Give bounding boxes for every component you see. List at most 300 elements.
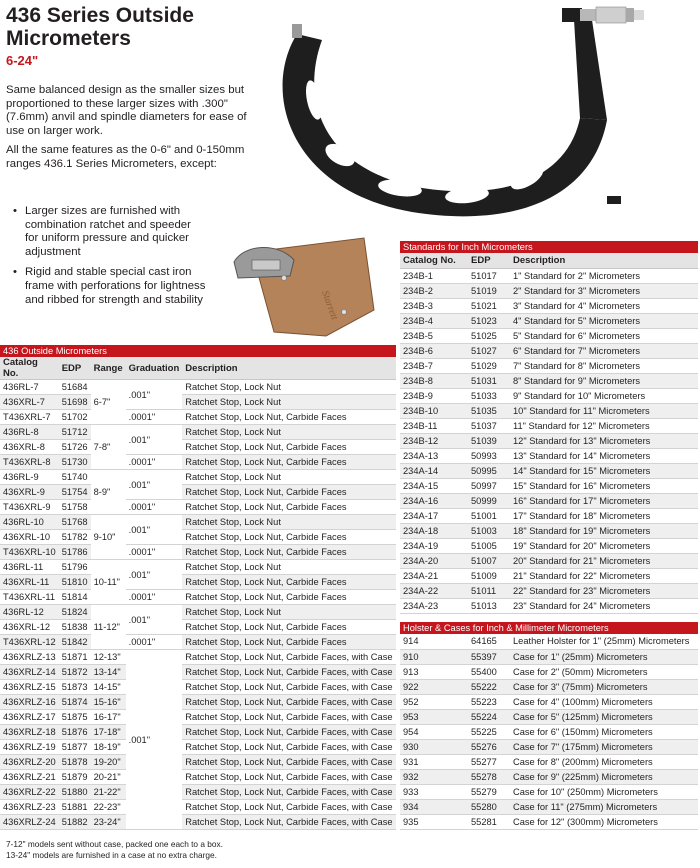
table-cell: 234B-9 xyxy=(400,388,468,403)
feature-list xyxy=(6,205,206,314)
table-heading: 436 Outside Micrometers xyxy=(0,345,396,357)
table-row xyxy=(0,530,396,545)
table-cell: 953 xyxy=(400,709,468,724)
table-cell: 11" Standard for 12" Micrometers xyxy=(510,418,698,433)
table-cell: 14" Standard for 15" Micrometers xyxy=(510,463,698,478)
table-row xyxy=(0,650,396,665)
table-cell: 51878 xyxy=(59,755,91,770)
table-row xyxy=(400,814,698,829)
table-cell: 436XRLZ-13 xyxy=(0,650,59,665)
outside-micrometers-table xyxy=(0,345,396,830)
table-cell: 55276 xyxy=(468,739,510,754)
table-row xyxy=(400,649,698,664)
table-cell: Case for 2" (50mm) Micrometers xyxy=(510,664,698,679)
table-cell: 922 xyxy=(400,679,468,694)
table-cell: 23" Standard for 24" Micrometers xyxy=(510,598,698,613)
table-row xyxy=(400,478,698,493)
table-cell: Ratchet Stop, Lock Nut, Carbide Faces, with Case xyxy=(182,695,395,710)
table-cell: 51824 xyxy=(59,605,91,620)
table-cell: 234A-19 xyxy=(400,538,468,553)
table-cell: Ratchet Stop, Lock Nut xyxy=(182,380,395,395)
table-cell: Ratchet Stop, Lock Nut, Carbide Faces xyxy=(182,635,395,650)
table-cell: 51029 xyxy=(468,358,510,373)
table-cell: 51025 xyxy=(468,328,510,343)
table-cell: 51882 xyxy=(59,815,91,830)
table-row xyxy=(0,515,396,530)
table-row xyxy=(400,568,698,583)
table-cell: 436XRLZ-19 xyxy=(0,740,59,755)
table-cell: 234A-15 xyxy=(400,478,468,493)
table-row xyxy=(400,343,698,358)
table-cell: Case for 8" (200mm) Micrometers xyxy=(510,754,698,769)
table-cell: Ratchet Stop, Lock Nut, Carbide Faces, with Case xyxy=(182,815,395,830)
table-cell: T436XRL-12 xyxy=(0,635,59,650)
table-cell: 910 xyxy=(400,649,468,664)
table-cell: Ratchet Stop, Lock Nut, Carbide Faces, with Case xyxy=(182,710,395,725)
table-row xyxy=(400,403,698,418)
table-cell: 50995 xyxy=(468,463,510,478)
table-cell: 51838 xyxy=(59,620,91,635)
table-cell: 436XRLZ-24 xyxy=(0,815,59,830)
table-cell: 6" Standard for 7" Micrometers xyxy=(510,343,698,358)
table-cell: 51754 xyxy=(59,485,91,500)
table-row xyxy=(0,440,396,455)
table-cell: 436XRL-12 xyxy=(0,620,59,635)
table-row xyxy=(0,755,396,770)
table-cell: 436XRL-8 xyxy=(0,440,59,455)
table-cell: 55224 xyxy=(468,709,510,724)
table-cell: 19" Standard for 20" Micrometers xyxy=(510,538,698,553)
table-cell: Ratchet Stop, Lock Nut xyxy=(182,560,395,575)
table-cell: 11-12" xyxy=(91,605,126,650)
table-cell: 234A-14 xyxy=(400,463,468,478)
table-cell: 15-16" xyxy=(91,695,126,710)
table-cell: 436XRL-10 xyxy=(0,530,59,545)
table-cell: 51842 xyxy=(59,635,91,650)
table-cell: 234B-8 xyxy=(400,373,468,388)
table-cell: 930 xyxy=(400,739,468,754)
table-row xyxy=(400,724,698,739)
table-cell: 1" Standard for 2" Micrometers xyxy=(510,268,698,283)
table-row xyxy=(400,328,698,343)
table-cell: 10" Standard for 11" Micrometers xyxy=(510,403,698,418)
table-cell: .0001" xyxy=(126,635,183,650)
table-cell: .0001" xyxy=(126,455,183,470)
table-cell: 436XRL-11 xyxy=(0,575,59,590)
intro-paragraph-2: All the same features as the 0-6" and 0-150mm ranges 436.1 Series Micrometers, except: xyxy=(6,144,245,170)
table-row xyxy=(0,710,396,725)
table-cell: 436RL-10 xyxy=(0,515,59,530)
table-cell: 436XRL-9 xyxy=(0,485,59,500)
table-cell: 50999 xyxy=(468,493,510,508)
table-row xyxy=(0,575,396,590)
table-cell: .0001" xyxy=(126,500,183,515)
table-cell: 18" Standard for 19" Micrometers xyxy=(510,523,698,538)
holster-cases-table xyxy=(400,622,698,830)
table-row xyxy=(400,463,698,478)
table-cell: 2" Standard for 3" Micrometers xyxy=(510,283,698,298)
table-row xyxy=(0,785,396,800)
table-row xyxy=(400,709,698,724)
table-cell: 51698 xyxy=(59,395,91,410)
table-cell: 51877 xyxy=(59,740,91,755)
table-cell: 55279 xyxy=(468,784,510,799)
table-cell: 51876 xyxy=(59,725,91,740)
holster-image xyxy=(214,232,384,342)
table-cell: 51726 xyxy=(59,440,91,455)
table-cell: 17-18" xyxy=(91,725,126,740)
table-cell: 931 xyxy=(400,754,468,769)
page-title: 436 Series Outside Micrometers xyxy=(6,4,194,50)
table-cell: 22-23" xyxy=(91,800,126,815)
column-header: Catalog No. xyxy=(400,253,468,268)
table-cell: T436XRL-10 xyxy=(0,545,59,560)
table-cell: 436RL-9 xyxy=(0,470,59,485)
micrometer-image xyxy=(262,0,700,240)
table-cell: Leather Holster for 1" (25mm) Micrometers xyxy=(510,634,698,649)
table-cell: Ratchet Stop, Lock Nut xyxy=(182,470,395,485)
table-cell: 51871 xyxy=(59,650,91,665)
table-cell: 234B-10 xyxy=(400,403,468,418)
table-cell: 934 xyxy=(400,799,468,814)
column-header: Description xyxy=(510,253,698,268)
table-cell: 51879 xyxy=(59,770,91,785)
table-cell: 436XRL-7 xyxy=(0,395,59,410)
table-row xyxy=(400,754,698,769)
table-row xyxy=(0,620,396,635)
table-row xyxy=(0,680,396,695)
table-cell: Case for 9" (225mm) Micrometers xyxy=(510,769,698,784)
table-row xyxy=(0,695,396,710)
table-cell: Ratchet Stop, Lock Nut, Carbide Faces, with Case xyxy=(182,770,395,785)
table-cell: 20-21" xyxy=(91,770,126,785)
table-cell: .001" xyxy=(126,650,183,830)
table-cell: 51009 xyxy=(468,568,510,583)
table-cell: 51011 xyxy=(468,583,510,598)
table-cell: 21" Standard for 22" Micrometers xyxy=(510,568,698,583)
table-cell: 51796 xyxy=(59,560,91,575)
table-row xyxy=(400,679,698,694)
intro-paragraph-1: Same balanced design as the smaller sizes but proportioned to these larger sizes with .300" (7.6mm) anvil and spindle diameters for ease of use on larger work. xyxy=(6,84,247,137)
table-cell: 51712 xyxy=(59,425,91,440)
table-cell: 16" Standard for 17" Micrometers xyxy=(510,493,698,508)
table-cell: 12-13" xyxy=(91,650,126,665)
table-cell: Ratchet Stop, Lock Nut, Carbide Faces xyxy=(182,455,395,470)
table-row xyxy=(400,523,698,538)
table-cell: Ratchet Stop, Lock Nut, Carbide Faces, with Case xyxy=(182,755,395,770)
table-cell: Case for 4" (100mm) Micrometers xyxy=(510,694,698,709)
table-cell: 234A-20 xyxy=(400,553,468,568)
table-cell: 51768 xyxy=(59,515,91,530)
table-cell: 436XRLZ-20 xyxy=(0,755,59,770)
table-cell: 51684 xyxy=(59,380,91,395)
table-cell: Case for 11" (275mm) Micrometers xyxy=(510,799,698,814)
table-cell: 436XRLZ-16 xyxy=(0,695,59,710)
table-cell: 51033 xyxy=(468,388,510,403)
table-cell: 8" Standard for 9" Micrometers xyxy=(510,373,698,388)
column-header: Catalog No. xyxy=(0,357,59,380)
table-row xyxy=(400,739,698,754)
table-cell: 55397 xyxy=(468,649,510,664)
table-cell: Ratchet Stop, Lock Nut, Carbide Faces xyxy=(182,440,395,455)
table-cell: 234B-4 xyxy=(400,313,468,328)
table-cell: Ratchet Stop, Lock Nut, Carbide Faces xyxy=(182,530,395,545)
table-cell: 9" Standard for 10" Micrometers xyxy=(510,388,698,403)
table-row xyxy=(400,358,698,373)
table-cell: Ratchet Stop, Lock Nut xyxy=(182,515,395,530)
table-row xyxy=(0,470,396,485)
table-cell: 234A-13 xyxy=(400,448,468,463)
page-subtitle: 6-24" xyxy=(6,53,39,68)
holster-brand-text: Starrett xyxy=(319,289,340,322)
table-cell: 55223 xyxy=(468,694,510,709)
table-cell: 952 xyxy=(400,694,468,709)
table-cell: 64165 xyxy=(468,634,510,649)
table-cell: 234A-21 xyxy=(400,568,468,583)
table-cell: 13" Standard for 14" Micrometers xyxy=(510,448,698,463)
table-row xyxy=(400,508,698,523)
table-row xyxy=(0,500,396,515)
table-cell: Ratchet Stop, Lock Nut, Carbide Faces xyxy=(182,485,395,500)
table-cell: 51702 xyxy=(59,410,91,425)
table-cell: T436XRL-7 xyxy=(0,410,59,425)
table-cell: 234B-7 xyxy=(400,358,468,373)
table-cell: 16-17" xyxy=(91,710,126,725)
table-row xyxy=(400,784,698,799)
table-cell: 51031 xyxy=(468,373,510,388)
table-cell: 436XRLZ-18 xyxy=(0,725,59,740)
table-row xyxy=(400,268,698,283)
table-cell: T436XRL-11 xyxy=(0,590,59,605)
table-row xyxy=(0,380,396,395)
table-cell: 3" Standard for 4" Micrometers xyxy=(510,298,698,313)
table-cell: 436XRLZ-22 xyxy=(0,785,59,800)
table-cell: Ratchet Stop, Lock Nut, Carbide Faces, with Case xyxy=(182,665,395,680)
table-cell: 51037 xyxy=(468,418,510,433)
table-cell: T436XRL-9 xyxy=(0,500,59,515)
table-cell: T436XRL-8 xyxy=(0,455,59,470)
table-cell: 234A-22 xyxy=(400,583,468,598)
table-cell: .001" xyxy=(126,470,183,500)
table-cell: 234A-16 xyxy=(400,493,468,508)
table-cell: Ratchet Stop, Lock Nut xyxy=(182,605,395,620)
table-cell: 51007 xyxy=(468,553,510,568)
table-cell: 51874 xyxy=(59,695,91,710)
table-cell: 55277 xyxy=(468,754,510,769)
table-cell: Ratchet Stop, Lock Nut, Carbide Faces xyxy=(182,500,395,515)
table-row xyxy=(400,799,698,814)
table-cell: 234B-5 xyxy=(400,328,468,343)
table-cell: Ratchet Stop, Lock Nut, Carbide Faces, with Case xyxy=(182,680,395,695)
table-cell: 234B-6 xyxy=(400,343,468,358)
table-cell: 51013 xyxy=(468,598,510,613)
table-cell: 234B-1 xyxy=(400,268,468,283)
column-header: Description xyxy=(182,357,395,380)
table-cell: 55281 xyxy=(468,814,510,829)
table-row xyxy=(0,725,396,740)
table-cell: Ratchet Stop, Lock Nut, Carbide Faces, with Case xyxy=(182,725,395,740)
table-cell: .001" xyxy=(126,605,183,635)
table-cell: 50993 xyxy=(468,448,510,463)
standards-table xyxy=(400,241,698,614)
table-cell: 12" Standard for 13" Micrometers xyxy=(510,433,698,448)
table-cell: 55222 xyxy=(468,679,510,694)
table-row xyxy=(0,815,396,830)
table-row xyxy=(400,634,698,649)
table-cell: 436XRLZ-23 xyxy=(0,800,59,815)
table-cell: 51786 xyxy=(59,545,91,560)
table-cell: Case for 10" (250mm) Micrometers xyxy=(510,784,698,799)
table-row xyxy=(0,770,396,785)
table-cell: Ratchet Stop, Lock Nut, Carbide Faces, with Case xyxy=(182,785,395,800)
table-cell: 51814 xyxy=(59,590,91,605)
table-row xyxy=(0,740,396,755)
table-cell: 22" Standard for 23" Micrometers xyxy=(510,583,698,598)
table-cell: 436RL-7 xyxy=(0,380,59,395)
table-cell: Ratchet Stop, Lock Nut, Carbide Faces xyxy=(182,410,395,425)
table-cell: 436XRLZ-14 xyxy=(0,665,59,680)
table-cell: 436XRLZ-17 xyxy=(0,710,59,725)
table-cell: 234B-3 xyxy=(400,298,468,313)
table-cell: 4" Standard for 5" Micrometers xyxy=(510,313,698,328)
table-cell: 55400 xyxy=(468,664,510,679)
table-row xyxy=(400,553,698,568)
table-cell: 6-7" xyxy=(91,380,126,425)
table-cell: 51730 xyxy=(59,455,91,470)
table-cell: 21-22" xyxy=(91,785,126,800)
table-cell: 932 xyxy=(400,769,468,784)
table-row xyxy=(0,635,396,650)
table-cell: Ratchet Stop, Lock Nut, Carbide Faces xyxy=(182,590,395,605)
table-cell: 10-11" xyxy=(91,560,126,605)
table-row xyxy=(0,455,396,470)
table-cell: Ratchet Stop, Lock Nut xyxy=(182,395,395,410)
table-cell: 51021 xyxy=(468,298,510,313)
table-row xyxy=(0,590,396,605)
table-cell: Case for 6" (150mm) Micrometers xyxy=(510,724,698,739)
table-cell: 234B-12 xyxy=(400,433,468,448)
table-row xyxy=(0,485,396,500)
table-cell: Ratchet Stop, Lock Nut, Carbide Faces, with Case xyxy=(182,800,395,815)
table-cell: 436XRLZ-21 xyxy=(0,770,59,785)
table-row xyxy=(400,313,698,328)
table-cell: 15" Standard for 16" Micrometers xyxy=(510,478,698,493)
table-cell: 436XRLZ-15 xyxy=(0,680,59,695)
table-row xyxy=(0,800,396,815)
table-cell: .0001" xyxy=(126,410,183,425)
table-cell: 51881 xyxy=(59,800,91,815)
table-row xyxy=(400,538,698,553)
table-row xyxy=(400,583,698,598)
table-cell: .001" xyxy=(126,425,183,455)
table-cell: 55225 xyxy=(468,724,510,739)
feature-item: • Larger sizes are furnished with combination ratchet and speeder for uniform pressure and quicker adjustment xyxy=(6,205,206,259)
table-cell: 234A-18 xyxy=(400,523,468,538)
table-cell: 234A-17 xyxy=(400,508,468,523)
column-header: EDP xyxy=(468,253,510,268)
table-cell: 51023 xyxy=(468,313,510,328)
table-row xyxy=(400,664,698,679)
table-cell: .001" xyxy=(126,380,183,410)
table-cell: 51001 xyxy=(468,508,510,523)
table-cell: 51017 xyxy=(468,268,510,283)
table-row xyxy=(0,560,396,575)
table-row xyxy=(400,448,698,463)
table-cell: 234B-11 xyxy=(400,418,468,433)
table-heading: Holster & Cases for Inch & Millimeter Micrometers xyxy=(400,622,698,634)
table-cell: 954 xyxy=(400,724,468,739)
table-row xyxy=(400,373,698,388)
table-cell: 51873 xyxy=(59,680,91,695)
table-cell: 51758 xyxy=(59,500,91,515)
table-cell: 234A-23 xyxy=(400,598,468,613)
table-cell: 436RL-12 xyxy=(0,605,59,620)
column-header: Range xyxy=(91,357,126,380)
table-cell: Case for 3" (75mm) Micrometers xyxy=(510,679,698,694)
table-cell: 51740 xyxy=(59,470,91,485)
table-cell: 20" Standard for 21" Micrometers xyxy=(510,553,698,568)
table-cell: 51027 xyxy=(468,343,510,358)
table-cell: 51003 xyxy=(468,523,510,538)
table-cell: 234B-2 xyxy=(400,283,468,298)
table-row xyxy=(0,545,396,560)
table-cell: Ratchet Stop, Lock Nut, Carbide Faces xyxy=(182,545,395,560)
table-cell: Case for 7" (175mm) Micrometers xyxy=(510,739,698,754)
footnote: 7-12" models sent without case, packed one each to a box. xyxy=(6,839,223,849)
table-cell: .001" xyxy=(126,560,183,590)
column-header: EDP xyxy=(59,357,91,380)
feature-item: • Rigid and stable special cast iron frame with perforations for lightness and ribbed for strength and stability xyxy=(6,266,206,307)
table-cell: Ratchet Stop, Lock Nut xyxy=(182,425,395,440)
table-cell: 7" Standard for 8" Micrometers xyxy=(510,358,698,373)
table-cell: 436RL-11 xyxy=(0,560,59,575)
table-row xyxy=(400,598,698,613)
table-row xyxy=(400,694,698,709)
table-cell: .001" xyxy=(126,515,183,545)
table-cell: 935 xyxy=(400,814,468,829)
table-row xyxy=(400,388,698,403)
table-cell: 51782 xyxy=(59,530,91,545)
table-cell: 51875 xyxy=(59,710,91,725)
table-cell: 19-20" xyxy=(91,755,126,770)
table-row xyxy=(0,665,396,680)
table-row xyxy=(400,418,698,433)
table-cell: 436RL-8 xyxy=(0,425,59,440)
table-row xyxy=(400,769,698,784)
table-cell: 17" Standard for 18" Micrometers xyxy=(510,508,698,523)
table-cell: Ratchet Stop, Lock Nut, Carbide Faces, with Case xyxy=(182,740,395,755)
table-cell: 51035 xyxy=(468,403,510,418)
table-cell: Ratchet Stop, Lock Nut, Carbide Faces, with Case xyxy=(182,650,395,665)
table-row xyxy=(400,493,698,508)
table-cell: 8-9" xyxy=(91,470,126,515)
table-cell: .0001" xyxy=(126,590,183,605)
table-row xyxy=(400,433,698,448)
table-cell: 9-10" xyxy=(91,515,126,560)
table-row xyxy=(400,298,698,313)
intro-text xyxy=(6,84,251,178)
table-row xyxy=(0,395,396,410)
table-cell: 933 xyxy=(400,784,468,799)
table-cell: 13-14" xyxy=(91,665,126,680)
column-header: Graduation xyxy=(126,357,183,380)
table-cell: 51810 xyxy=(59,575,91,590)
table-cell: 7-8" xyxy=(91,425,126,470)
table-cell: 51872 xyxy=(59,665,91,680)
table-cell: Case for 12" (300mm) Micrometers xyxy=(510,814,698,829)
table-cell: Case for 5" (125mm) Micrometers xyxy=(510,709,698,724)
table-cell: 5" Standard for 6" Micrometers xyxy=(510,328,698,343)
